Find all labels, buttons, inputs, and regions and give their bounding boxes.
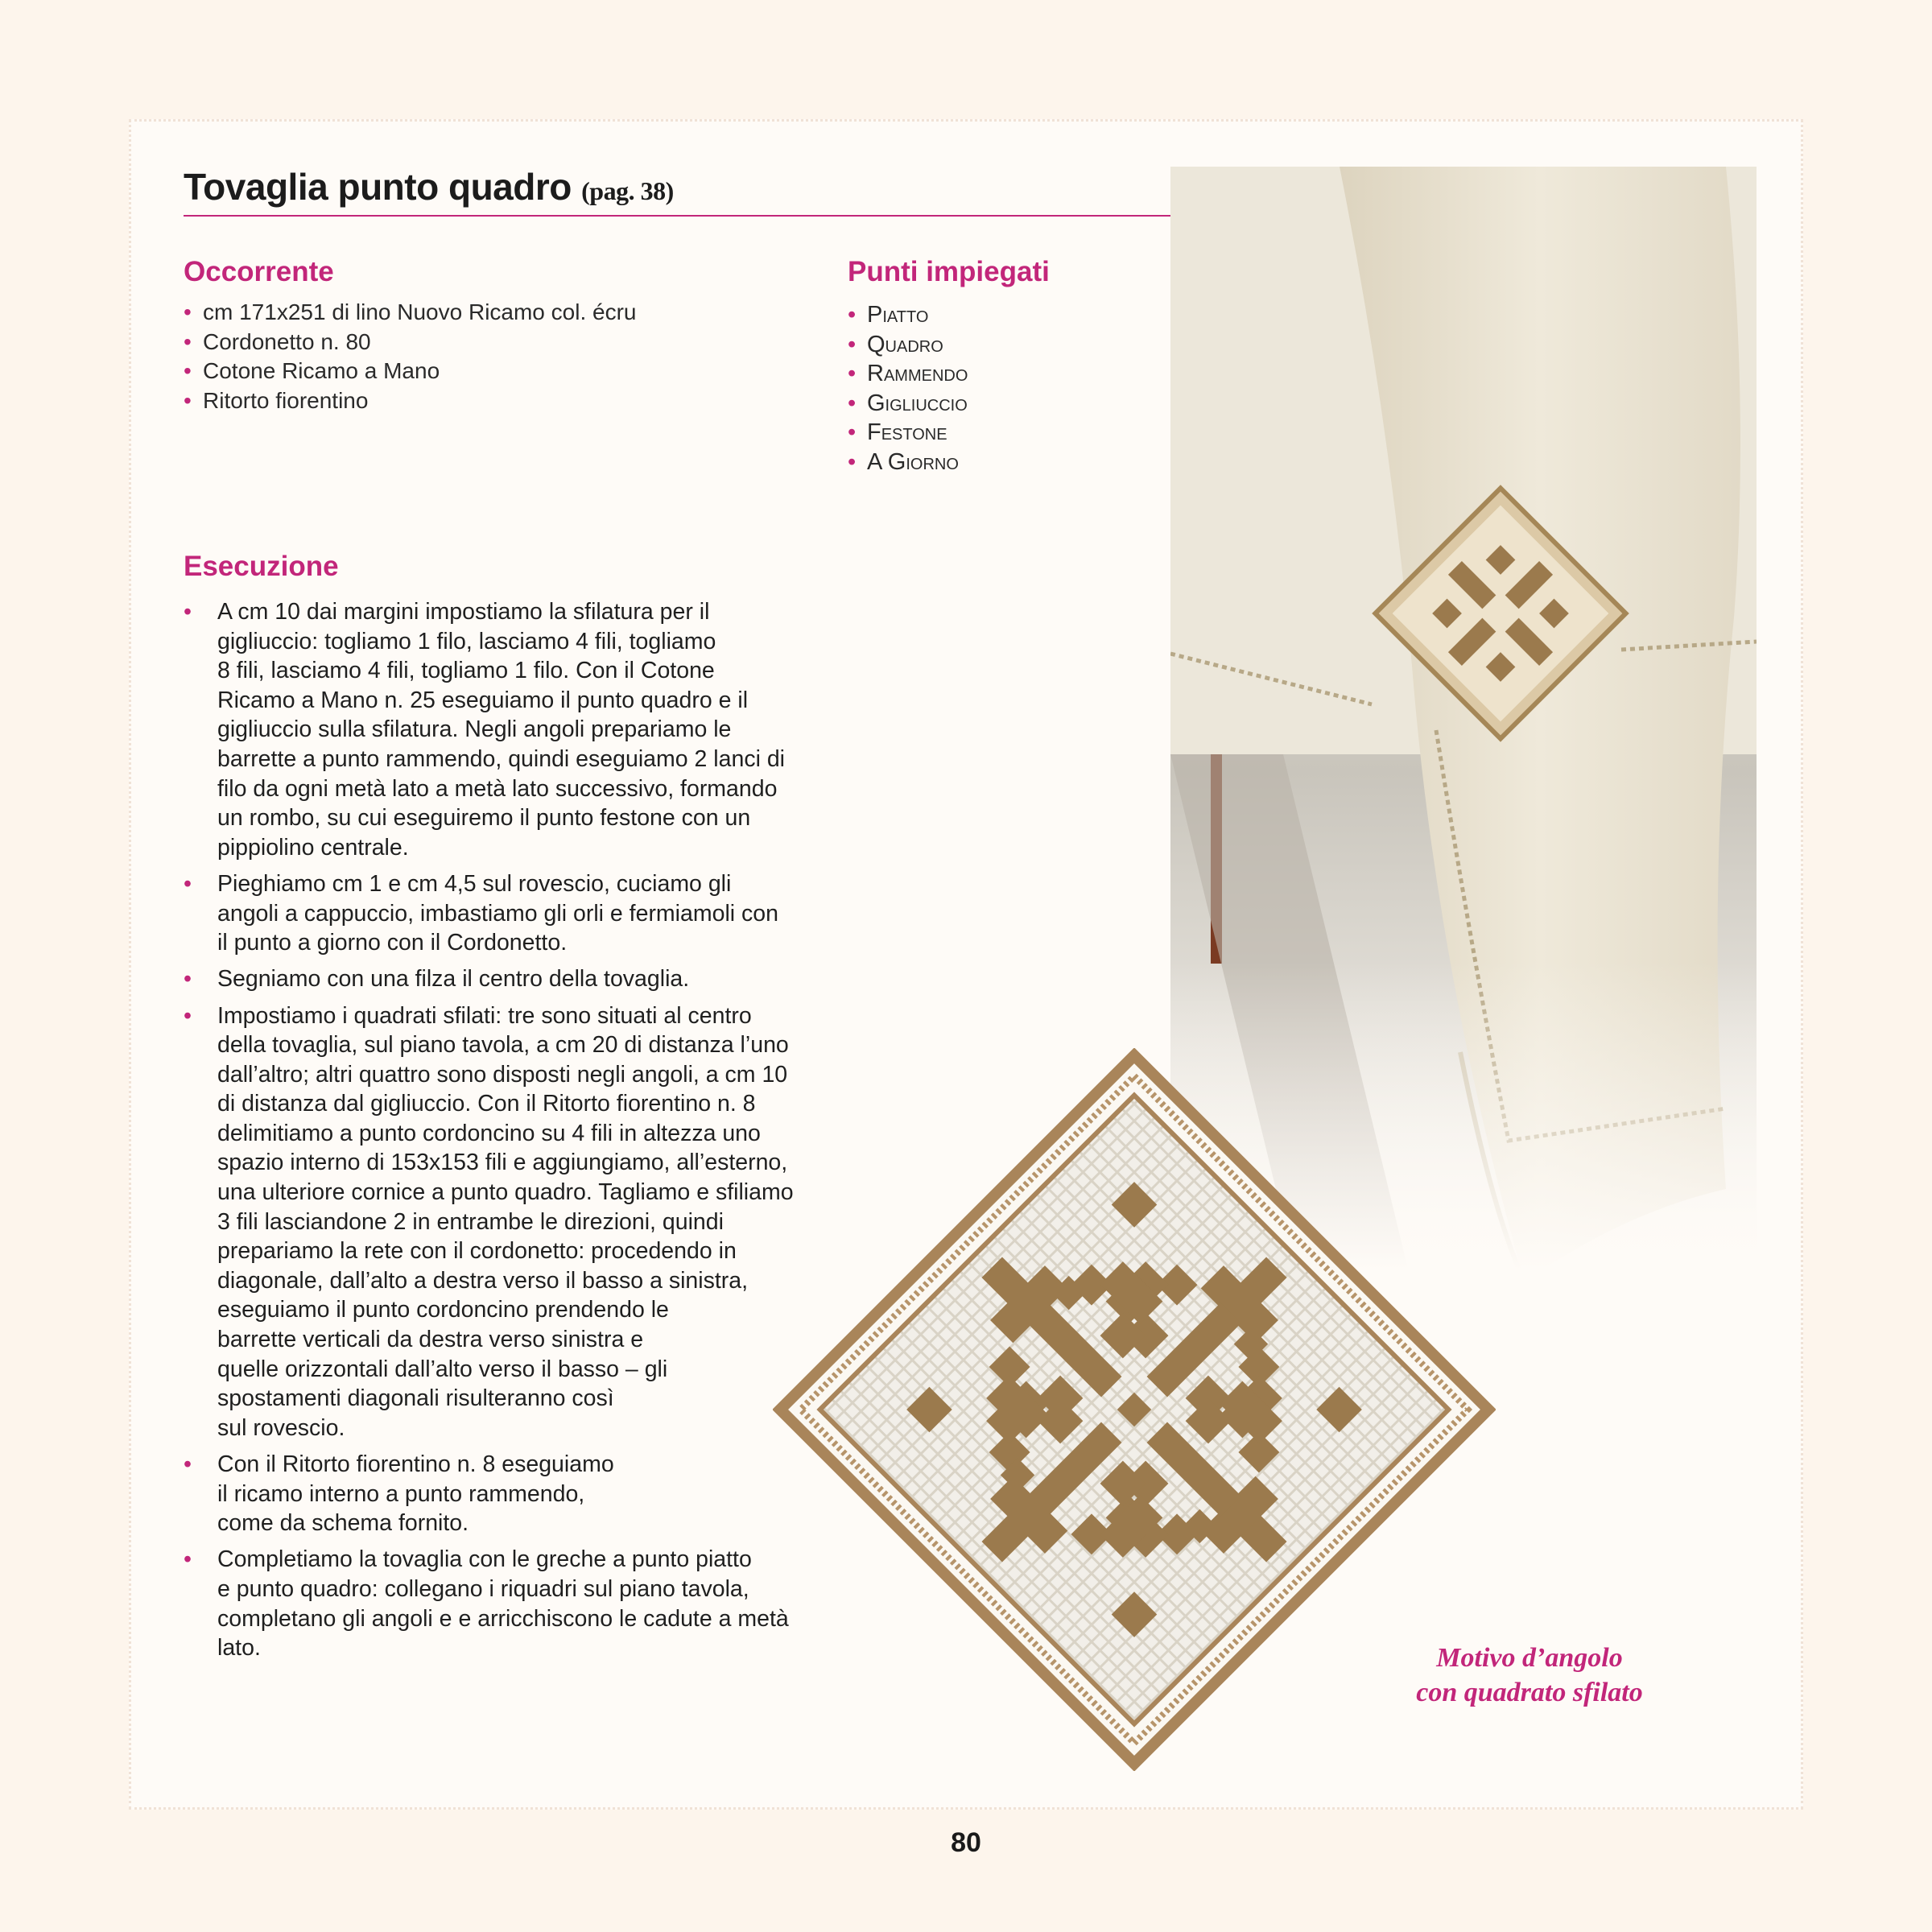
list-item: • cm 171x251 di lino Nuovo Ricamo col. écru: [184, 299, 637, 324]
page-number: 80: [951, 1827, 981, 1858]
list-item: • Ritorto fiorentino: [184, 387, 369, 413]
list-item: • Festone: [848, 419, 947, 446]
page-title: [184, 165, 674, 208]
list-item: • Rammendo: [848, 361, 968, 387]
list-item: • Gigliuccio: [848, 390, 968, 416]
title-underline: [184, 215, 1170, 217]
punti-heading: Punti impiegati: [848, 256, 1050, 287]
esecuzione-list: [184, 597, 828, 1670]
occorrente-list: [184, 298, 636, 415]
occorrente-heading: Occorrente: [184, 256, 334, 287]
list-item: • Cordonetto n. 80: [184, 328, 371, 354]
list-item: • A cm 10 dai margini impostiamo la sfilatura per il gigliuccio: togliamo 1 filo, lasciamo 4 fili, togliamo 8 fili, lasciamo 4 fili, togliamo 1 filo. Con il Cotone Ricamo a Mano n. 25 eseguiamo il punto quadro e il gigliuccio sulla sfilatura. Negli angoli prepariamo le barrette a punto rammendo, quindi eseguiamo 2 lanci di filo da ogni metà lato a metà lato successivo, formando un rombo, su cui eseguiremo il punto festone con un pippiolino centrale.: [184, 597, 828, 862]
title-main: Tovaglia punto quadro: [184, 166, 572, 208]
list-item: • Impostiamo i quadrati sfilati: tre sono situati al centro della tovaglia, sul piano tavola, a cm 20 di distanza l’uno dall’altro; altri quattro sono disposti negli angoli, a cm 10 di distanza dal gigliuccio. Con il Ritorto fiorentino n. 8 delimitiamo a punto cordoncino su 4 fili in altezza uno spazio interno di 153x153 fili e aggiungiamo, all’esterno, una ulteriore cornice a punto quadro. Tagliamo e sfiliamo 3 fili lasciandone 2 in entrambe le direzioni, quindi prepariamo la rete con il cordonetto: procedendo in diagonale, dall’alto a destra verso il basso a sinistra, eseguiamo il punto cordoncino prendendo le barrette verticali da destra verso sinistra e quelle orizzontali dall’alto verso il basso – gli spostamenti diagonali risulteranno così sul rovescio.: [184, 1001, 828, 1443]
list-item: • Cotone Ricamo a Mano: [184, 358, 440, 384]
title-page-ref: (pag. 38): [581, 176, 674, 205]
list-item: • Pieghiamo cm 1 e cm 4,5 sul rovescio, cuciamo gli angoli a cappuccio, imbastiamo gli orli e fermiamoli con il punto a giorno con il Cordonetto.: [184, 869, 828, 958]
photo-caption: Motivo d’angolo con quadrato sfilato: [1416, 1643, 1643, 1707]
punti-list: [848, 300, 968, 477]
list-item: • Completiamo la tovaglia con le greche a punto piatto e punto quadro: collegano i riquadri sul piano tavola, completano gli angoli e e arricchiscono le cadute a metà lato.: [184, 1545, 828, 1662]
list-item: • Con il Ritorto fiorentino n. 8 eseguiamo il ricamo interno a punto rammendo, come da schema fornito.: [184, 1450, 828, 1538]
esecuzione-heading: Esecuzione: [184, 551, 339, 582]
list-item: • A Giorno: [848, 448, 959, 475]
list-item: • Quadro: [848, 331, 943, 357]
list-item: • Piatto: [848, 302, 929, 328]
list-item: • Segniamo con una filza il centro della tovaglia.: [184, 964, 828, 994]
